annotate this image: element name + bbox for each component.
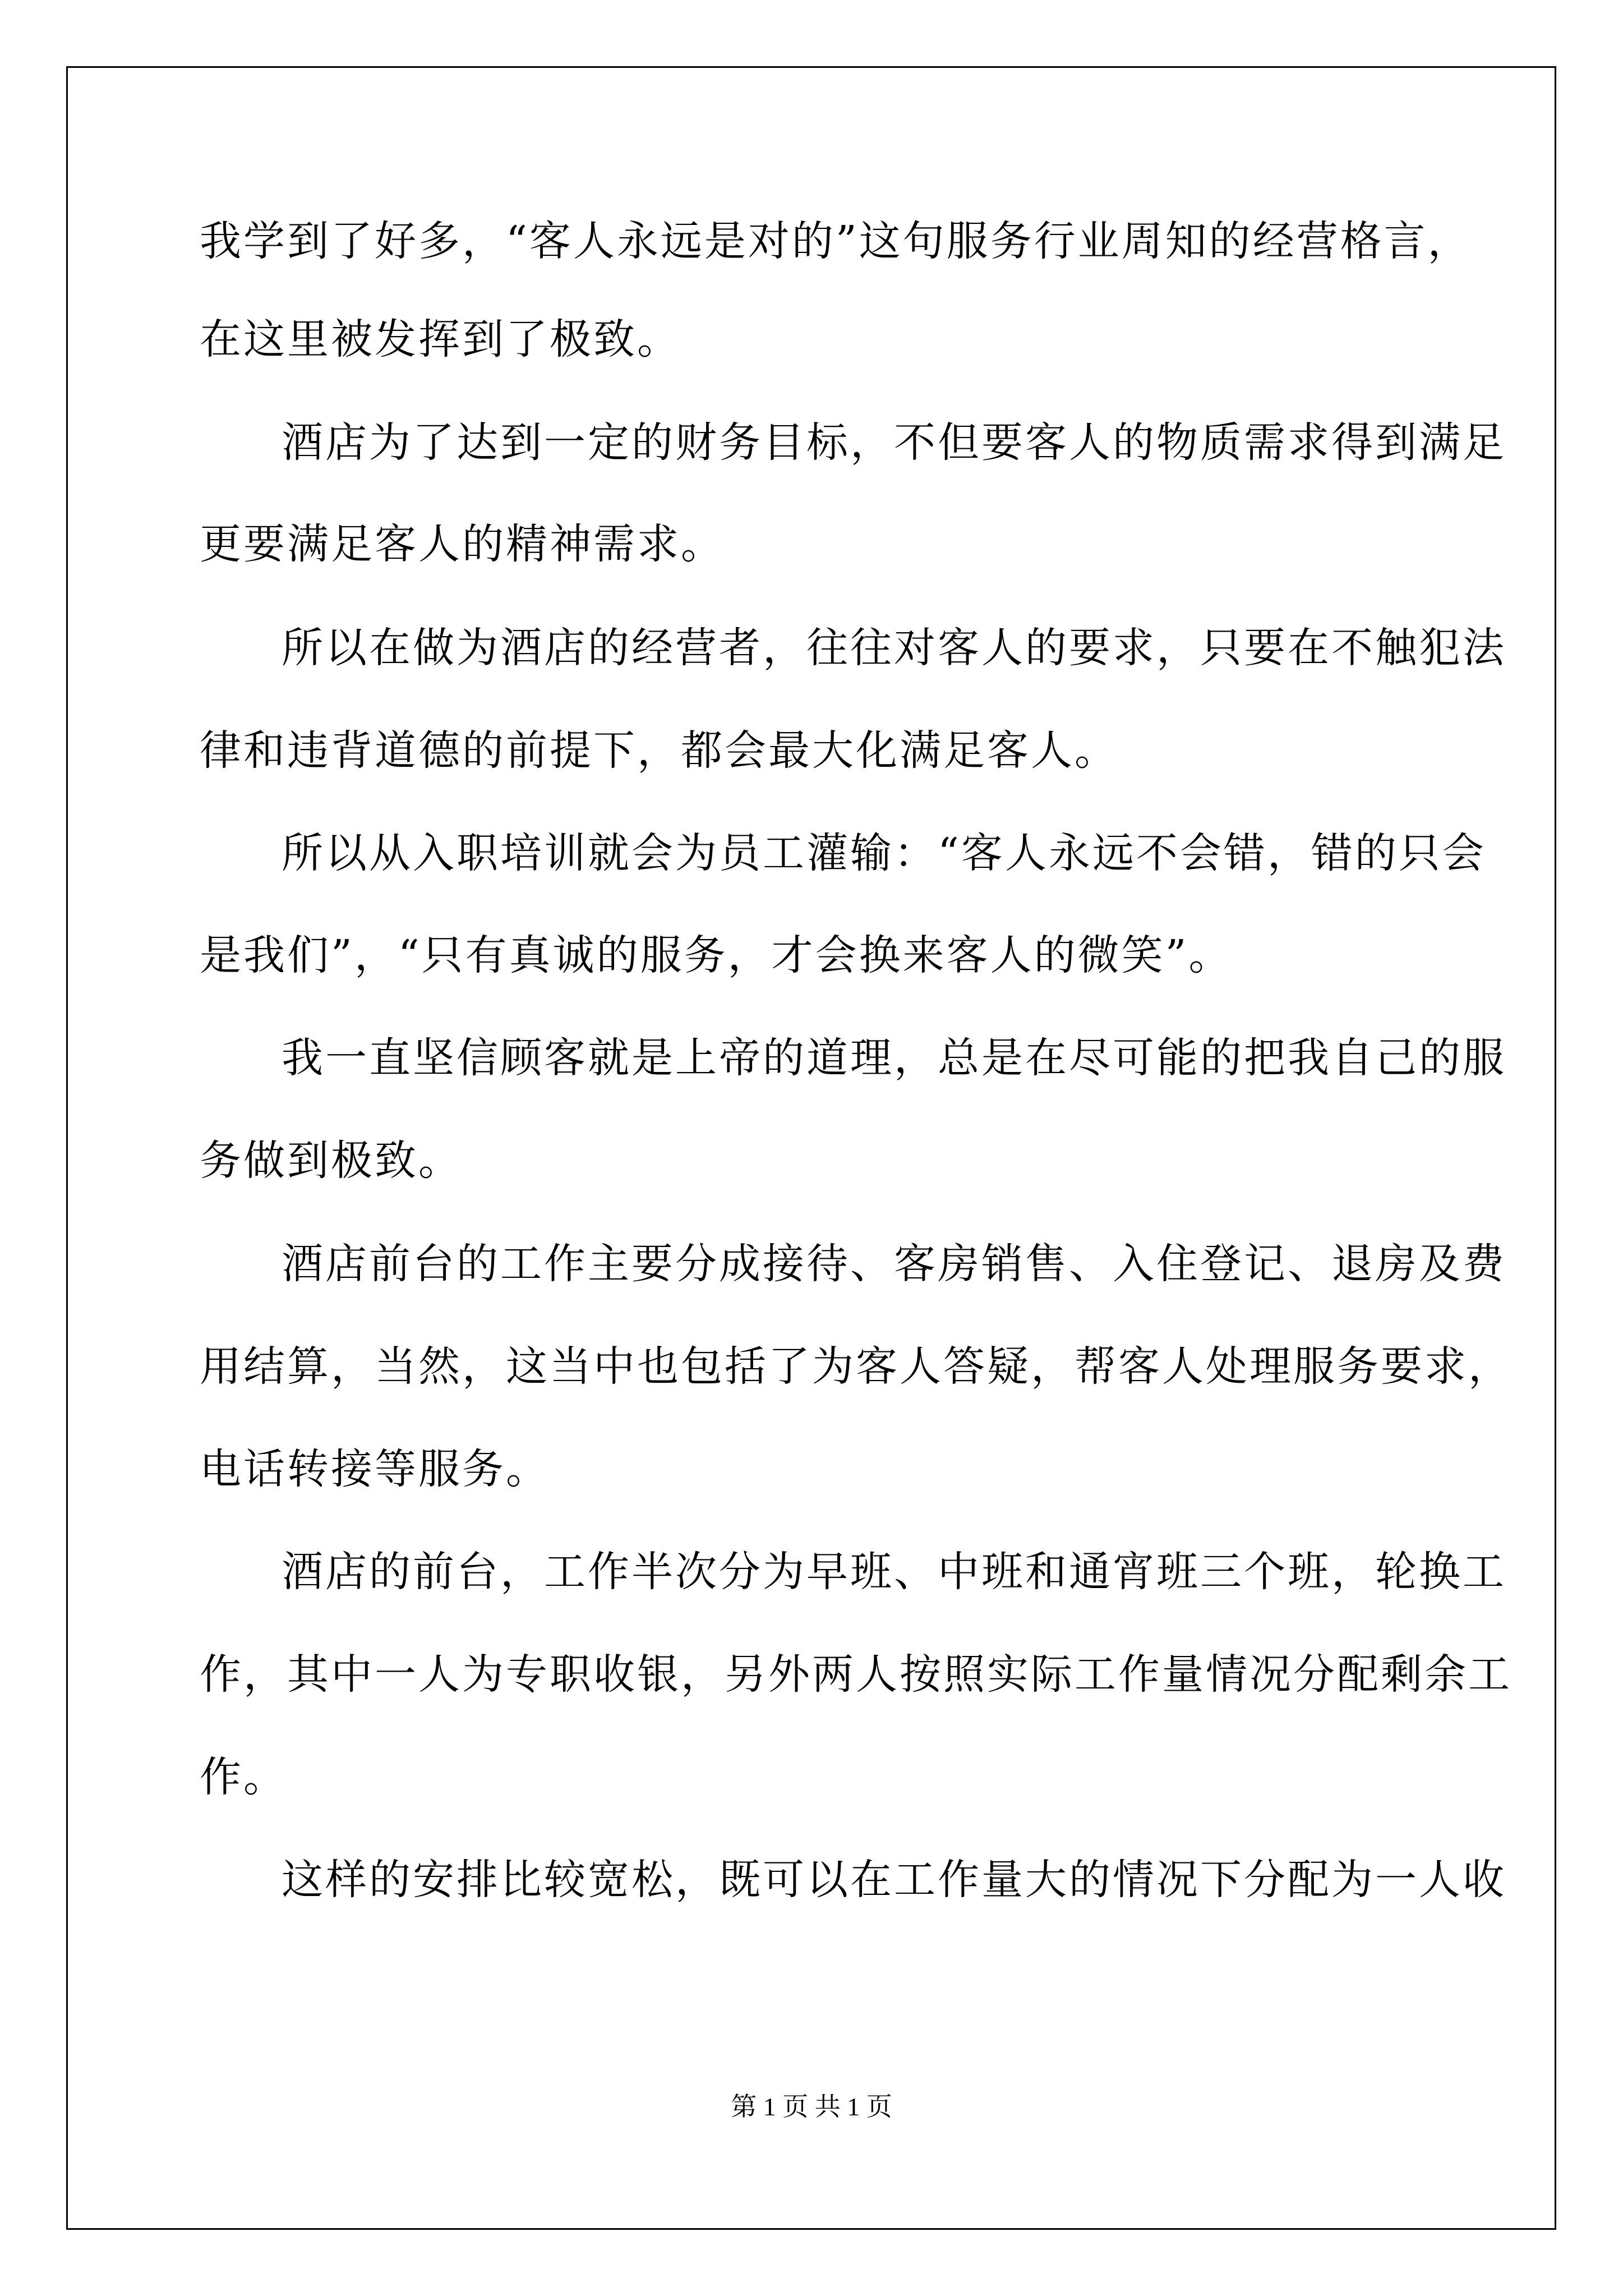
- page-number-footer: 第 1 页 共 1 页: [731, 2092, 892, 2121]
- paragraph-6-line-2: 用结算，当然，这当中也包括了为客人答疑，帮客人处理服务要求，: [200, 1342, 1512, 1391]
- paragraph-8-line-1: 这样的安排比较宽松，既可以在工作量大的情况下分配为一人收: [282, 1856, 1506, 1904]
- paragraph-4-line-2: 是我们”，“只有真诚的服务，才会换来客人的微笑”。: [200, 931, 1233, 979]
- paragraph-1-line-2: 在这里被发挥到了极致。: [200, 315, 681, 364]
- paragraph-1-line-1: 我学到了好多，“客人永远是对的”这句服务行业周知的经营格言，: [200, 217, 1472, 265]
- paragraph-7-line-2: 作，其中一人为专职收银，另外两人按照实际工作量情况分配剩余工: [200, 1650, 1512, 1699]
- paragraph-7-line-3: 作。: [200, 1753, 287, 1801]
- paragraph-5-line-1: 我一直坚信顾客就是上帝的道理，总是在尽可能的把我自己的服: [282, 1034, 1506, 1082]
- paragraph-5-line-2: 务做到极致。: [200, 1137, 462, 1185]
- paragraph-3-line-1: 所以在做为酒店的经营者，往往对客人的要求，只要在不触犯法: [282, 624, 1506, 672]
- paragraph-2-line-2: 更要满足客人的精神需求。: [200, 520, 725, 568]
- paragraph-4-line-1: 所以从入职培训就会为员工灌输：“客人永远不会错，错的只会: [282, 829, 1486, 877]
- paragraph-6-line-1: 酒店前台的工作主要分成接待、客房销售、入住登记、退房及费: [282, 1240, 1506, 1288]
- paragraph-6-line-3: 电话转接等服务。: [200, 1445, 550, 1493]
- paragraph-2-line-1: 酒店为了达到一定的财务目标，不但要客人的物质需求得到满足: [282, 418, 1506, 467]
- paragraph-3-line-2: 律和违背道德的前提下，都会最大化满足客人。: [200, 726, 1118, 775]
- paragraph-7-line-1: 酒店的前台，工作半次分为早班、中班和通宵班三个班，轮换工: [282, 1548, 1506, 1596]
